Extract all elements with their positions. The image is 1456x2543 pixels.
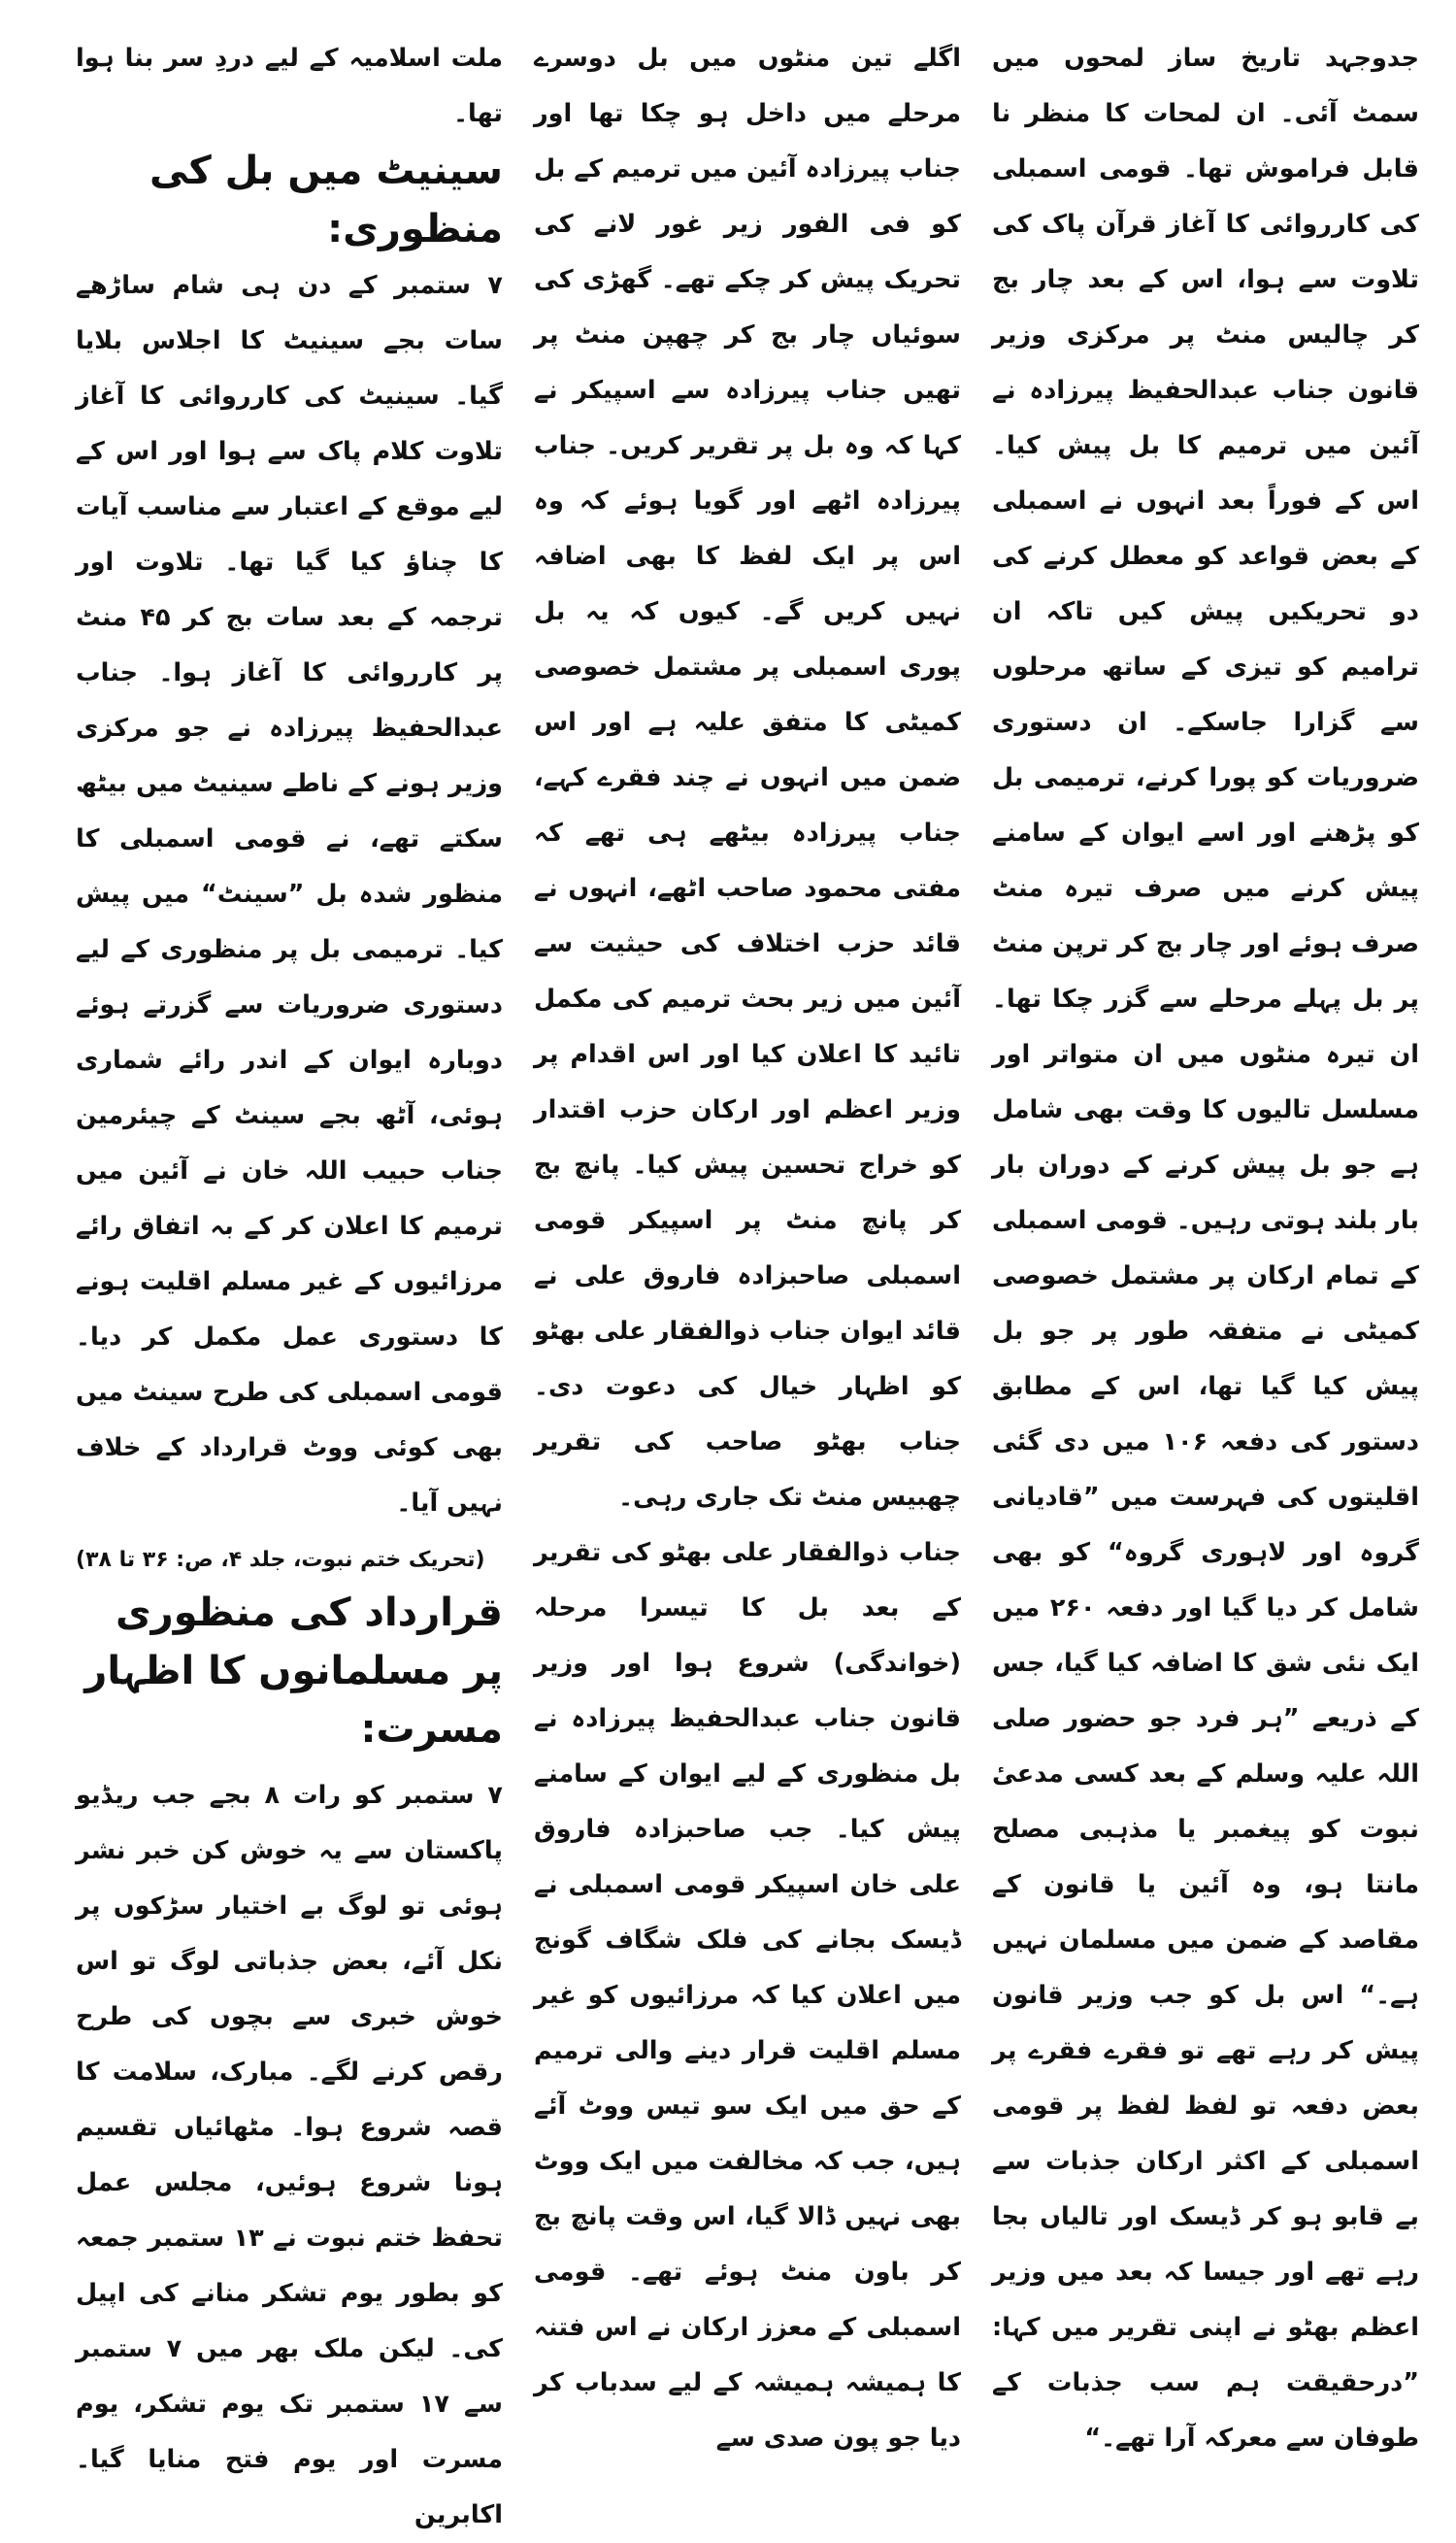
paragraph: اگلے تین منٹوں میں بل دوسرے مرحلے میں داخل ہو چکا تھا اور جناب پیرزادہ آئین میں ترمیم کے بل کو فی الفور زیر غور لانے کی تحریک پیش کر چکے تھے۔ گھڑی کی سوئیاں چار بج کر چھپن منٹ پر تھیں جناب پیرزادہ سے اسپیکر نے کہا کہ وہ بل پر تقریر کریں۔ جناب پیرزادہ اٹھے اور گویا ہوئے کہ وہ اس پر ایک لفظ کا بھی اضافہ نہیں کریں گے۔ کیوں کہ یہ بل پوری اسمبلی پر مشتمل خصوصی کمیٹی کا متفق علیہ ہے اور اس ضمن میں انہوں نے چند فقرے کہے، جناب پیرزادہ بیٹھے ہی تھے کہ مفتی محمود صاحب اٹھے، انہوں نے قائد حزب اختلاف کی حیثیت سے آئین میں زیر بحث ترمیم کی مکمل تائید کا اعلان کیا اور اس اقدام پر وزیر اعظم اور ارکان حزب اقتدار کو خراج تحسین پیش کیا۔ پانچ بج کر پانچ منٹ پر اسپیکر قومی اسمبلی صاحبزادہ فاروق علی نے قائد ایوان جناب ذوالفقار علی بھٹو کو اظہار خیال کی دعوت دی۔ جناب بھٹو صاحب کی تقریر چھبیس منٹ تک جاری رہی۔ — [534, 44, 961, 1512]
paragraph: ملت اسلامیہ کے لیے دردِ سر بنا ہوا تھا۔ — [76, 44, 503, 128]
section-heading-senate: سینیٹ میں بل کی منظوری: — [149, 149, 503, 251]
paragraph: ۷ ستمبر کو رات ۸ بجے جب ریڈیو پاکستان سے یہ خوش کن خبر نشر ہوئی تو لوگ بے اختیار سڑکوں پر نکل آئے، بعض جذباتی لوگ تو اس خوش خبری سے بچوں کی طرح رقص کرنے لگے۔ مبارک، سلامت کا قصہ شروع ہوا۔ مٹھائیاں تقسیم ہونا شروع ہوئیں، مجلس عمل تحفظ ختم نبوت نے ۱۳ ستمبر جمعہ کو بطور یوم تشکر منانے کی اپیل کی۔ لیکن ملک بھر میں ۷ ستمبر سے ۱۷ ستمبر تک یوم تشکر، یوم مسرت اور یوم فتح منایا گیا۔ اکابرین — [76, 1781, 503, 2529]
paragraph: جدوجہد تاریخ ساز لمحوں میں سمٹ آئی۔ ان لمحات کا منظر نا قابل فراموش تھا۔ قومی اسمبلی کی کارروائی کا آغاز قرآن پاک کی تلاوت سے ہوا، اس کے بعد چار بج کر چالیس منٹ پر مرکزی وزیر قانون جناب عبدالحفیظ پیرزادہ نے آئین میں ترمیم کا بل پیش کیا۔ اس کے فوراً بعد انہوں نے اسمبلی کے بعض قواعد کو معطل کرنے کی دو تحریکیں پیش کیں تاکہ ان ترامیم کو تیزی کے ساتھ مرحلوں سے گزارا جاسکے۔ ان دستوری ضروریات کو پورا کرنے، ترمیمی بل کو پڑھنے اور اسے ایوان کے سامنے پیش کرنے میں صرف تیرہ منٹ صرف ہوئے اور چار بج کر ترپن منٹ پر بل پہلے مرحلے سے گزر چکا تھا۔ ان تیرہ منٹوں میں ان متواتر اور مسلسل تالیوں کا وقت بھی شامل ہے جو بل پیش کرنے کے دوران بار بار بلند ہوتی رہیں۔ قومی اسمبلی کے تمام ارکان پر مشتمل خصوصی کمیٹی نے متفقہ طور پر جو بل پیش کیا گیا تھا، اس کے مطابق دستور کی دفعہ ۱۰۶ میں دی گئی اقلیتوں کی فہرست میں ”قادیانی گروہ اور لاہوری گروہ“ کو بھی شامل کر دیا گیا اور دفعہ ۲۶۰ میں ایک نئی شق کا اضافہ کیا گیا، جس کے ذریعے ”ہر فرد جو حضور صلی اللہ علیہ وسلم کے بعد کسی مدعیٔ نبوت کو پیغمبر یا مذہبی مصلح مانتا ہو، وہ آئین یا قانون کے مقاصد کے ضمن میں مسلمان نہیں ہے۔“ اس بل کو جب وزیر قانون پیش کر رہے تھے تو فقرے فقرے پر بعض دفعہ تو لفظ لفظ پر قومی اسمبلی کے اکثر ارکان جذبات سے بے قابو ہو کر ڈیسک اور تالیاں بجا رہے تھے اور جیسا کہ بعد میں وزیر اعظم بھٹو نے اپنی تقریر میں کہا: ”درحقیقت ہم سب جذبات کے طوفان سے معرکہ آرا تھے۔“ — [992, 44, 1419, 2453]
column-left — [60, 31, 518, 2529]
column-middle — [518, 31, 976, 2453]
spacer — [76, 1758, 503, 1768]
citation: (تحریک ختم نبوت، جلد ۴، ص: ۳۶ تا ۳۸) — [76, 1548, 485, 1572]
section-heading-celebration: قرارداد کی منظوری پر مسلمانوں کا اظہار مسرت: — [84, 1590, 503, 1752]
column-right — [976, 31, 1435, 2453]
paragraph: ۷ ستمبر کے دن ہی شام ساڑھے سات بجے سینیٹ کا اجلاس بلایا گیا۔ سینیٹ کی کارروائی کا آغاز تلاوت کلام پاک سے ہوا اور اس کے لیے موقع کے اعتبار سے مناسب آیات کا چناؤ کیا گیا تھا۔ تلاوت اور ترجمہ کے بعد سات بج کر ۴۵ منٹ پر کارروائی کا آغاز ہوا۔ جناب عبدالحفیظ پیرزادہ نے جو مرکزی وزیر ہونے کے ناطے سینیٹ میں بیٹھ سکتے تھے، نے قومی اسمبلی کا منظور شدہ بل ”سینٹ“ میں پیش کیا۔ ترمیمی بل پر منظوری کے لیے دستوری ضروریات سے گزرتے ہوئے دوبارہ ایوان کے اندر رائے شماری ہوئی، آٹھ بجے سینٹ کے چیئرمین جناب حبیب اللہ خان نے آئین میں ترمیم کا اعلان کر کے بہ اتفاق رائے مرزائیوں کے غیر مسلم اقلیت ہونے کا دستوری عمل مکمل کر دیا۔ قومی اسمبلی کی طرح سینٹ میں بھی کوئی ووٹ قرارداد کے خلاف نہیں آیا۔ — [76, 271, 503, 1518]
paragraph: جناب ذوالفقار علی بھٹو کی تقریر کے بعد بل کا تیسرا مرحلہ (خواندگی) شروع ہوا اور وزیر قانون جناب عبدالحفیظ پیرزادہ نے بل منظوری کے لیے ایوان کے سامنے پیش کیا۔ جب صاحبزادہ فاروق علی خان اسپیکر قومی اسمبلی نے ڈیسک بجانے کی فلک شگاف گونج میں اعلان کیا کہ مرزائیوں کو غیر مسلم اقلیت قرار دینے والی ترمیم کے حق میں ایک سو تیس ووٹ آئے ہیں، جب کہ مخالفت میں ایک ووٹ بھی نہیں ڈالا گیا، اس وقت پانچ بج کر باون منٹ ہوئے تھے۔ قومی اسمبلی کے معزز ارکان نے اس فتنہ کا ہمیشہ ہمیشہ کے لیے سدباب کر دیا جو پون صدی سے — [534, 1538, 961, 2453]
